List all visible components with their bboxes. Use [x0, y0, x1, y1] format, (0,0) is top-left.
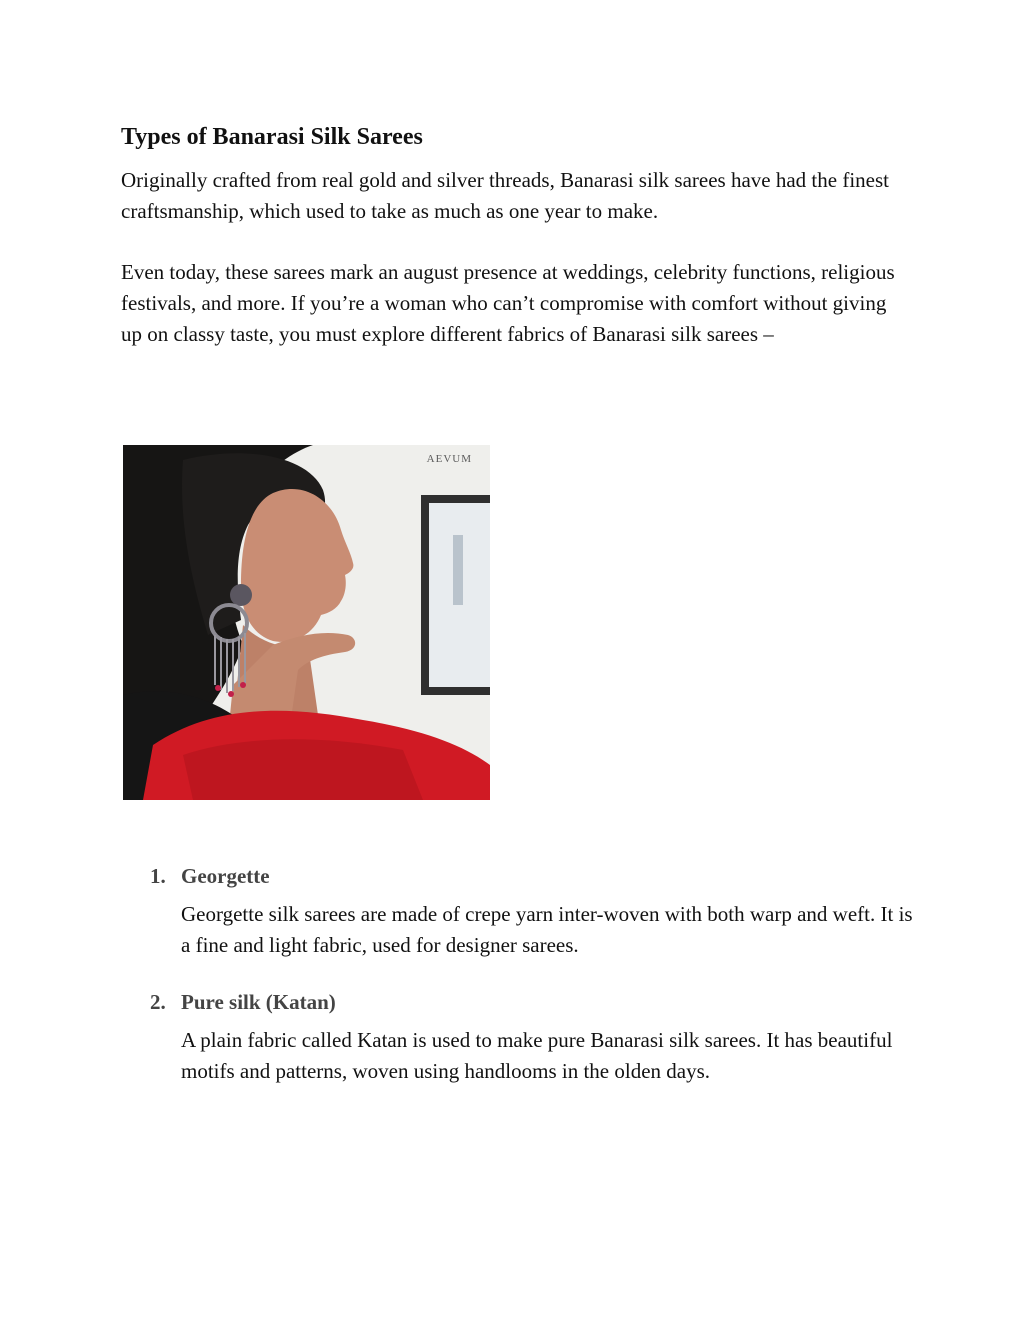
model-illustration: [123, 445, 490, 800]
brand-watermark: AEVUM: [426, 453, 472, 465]
context-paragraph: Even today, these sarees mark an august presence at weddings, celebrity functions, religious festivals, and more. If you’re a woman who can’t compromise with comfort without giving up on classy taste, you must explore different fabrics of Banarasi silk sarees –: [121, 260, 895, 346]
saree-model-photo: [123, 445, 490, 800]
list-heading: Georgette: [181, 864, 270, 888]
list-number: 2.: [150, 990, 166, 1014]
list-description: A plain fabric called Katan is used to make pure Banarasi silk sarees. It has beautiful motifs and patterns, woven using handlooms in the olden days.: [181, 1028, 893, 1083]
page-title: Types of Banarasi Silk Sarees: [121, 124, 423, 150]
list-heading: Pure silk (Katan): [181, 990, 336, 1014]
intro-paragraph: Originally crafted from real gold and silver threads, Banarasi silk sarees have had the finest craftsmanship, which used to take as much as one year to make.: [121, 168, 889, 223]
list-description: Georgette silk sarees are made of crepe yarn inter-woven with both warp and weft. It is a fine and light fabric, used for designer sarees.: [181, 902, 913, 957]
list-number: 1.: [150, 864, 166, 888]
